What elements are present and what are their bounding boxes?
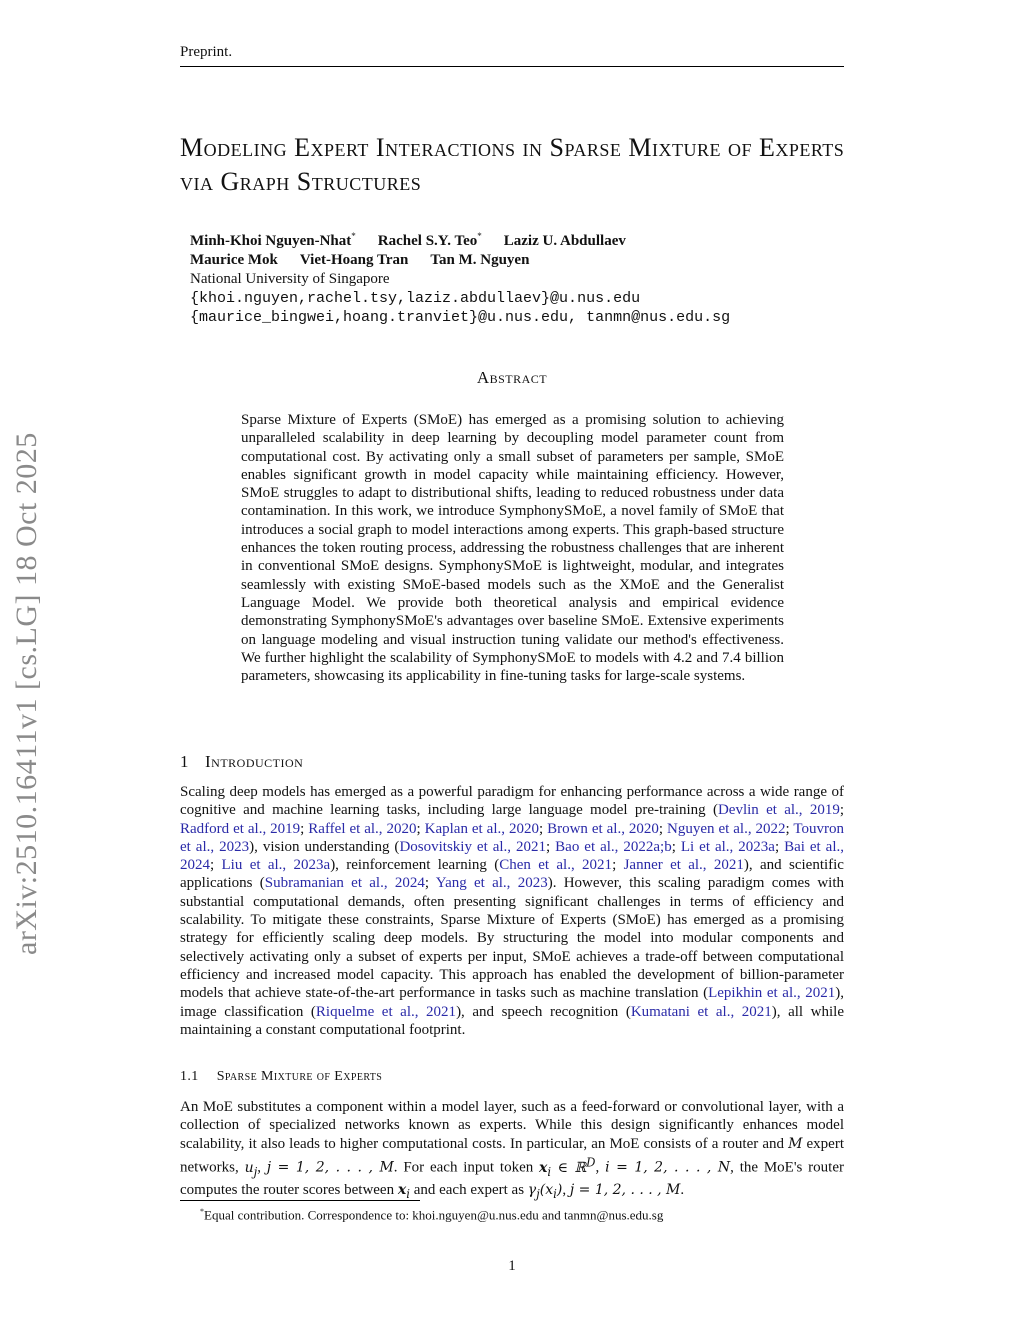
email-line[interactable]: {khoi.nguyen,rachel.tsy,laziz.abdullaev}@u.nus.edu [190, 290, 641, 307]
citation-link[interactable]: Janner et al., 2021 [623, 857, 744, 874]
math: $x_i$ ∈ ℝ$^D$ [539, 1154, 596, 1179]
math: $x_i$ [397, 1181, 410, 1201]
citation-link[interactable]: Riquelme et al., 2021 [315, 1003, 457, 1020]
citation-link[interactable]: Radford et al., 2019 [180, 820, 301, 837]
page-number: 1 [508, 1258, 516, 1274]
text: ), vision understanding ( [249, 838, 400, 855]
citation-link[interactable]: Devlin et al., 2019 [717, 802, 840, 819]
equal-contrib-marker: * [351, 231, 356, 241]
running-header: Preprint. [180, 44, 233, 60]
abstract-heading: Abstract [476, 368, 548, 387]
text: expert networks, [180, 1135, 844, 1176]
text: ), all while maintaining a constant computational footprint. [180, 1003, 844, 1038]
text: ), and scientific applications ( [180, 857, 844, 892]
footnote-marker: * [200, 1207, 204, 1216]
text: ). However, this scaling paradigm comes with substantial computational demands, often presenting significant challenges in terms of efficiency and scalability. To mitigate these constraints, Sparse Mixture of Experts (SMoE) has emerged as a promising strategy for efficiently scaling deep models. By structuring the model into modular components and selectively activating only a subset of experts per input, SMoE achieves a trade-off between computational efficiency and increased model capacity. This approach has enabled the development of billion-parameter models that achieve state-of-the-art performance in tasks such as machine translation ( [180, 875, 844, 1002]
citation-link[interactable]: Bai et al., 2024 [180, 838, 845, 874]
equal-contrib-marker: * [477, 231, 482, 241]
footnote [200, 1207, 663, 1223]
section-number: 1 [180, 752, 189, 771]
footnote-rule [180, 1200, 420, 1201]
author-name: Rachel S.Y. Teo [377, 233, 478, 249]
author-name: Tan M. Nguyen [430, 252, 530, 268]
citation-link[interactable]: Subramanian et al., 2024 [264, 875, 425, 892]
section-heading [180, 752, 303, 772]
section-title: Introduction [205, 752, 304, 771]
author-name: Laziz U. Abdullaev [503, 233, 626, 249]
math: i = 1, 2, . . . , N [605, 1159, 731, 1176]
text: ), image classification ( [180, 985, 844, 1020]
moe-paragraph [180, 1098, 844, 1203]
math: j = 1, 2, . . . , M [266, 1159, 394, 1176]
math: $u_j$ [244, 1159, 258, 1179]
author-name: Viet-Hoang Tran [299, 252, 409, 268]
subsection-title: Sparse Mixture of Experts [216, 1069, 383, 1084]
text: Scaling deep models has emerged as a powerful paradigm for enhancing performance across a wide range of cognitive and machine learning tasks, including large language model pre-training ( [180, 784, 844, 819]
citation-link[interactable]: Nguyen et al., 2022 [667, 820, 786, 837]
citation-link[interactable]: Bao et al., 2022a;b [555, 838, 672, 855]
text: , [562, 1181, 570, 1198]
text: , [257, 1159, 267, 1176]
citation-link[interactable]: Brown et al., 2020 [547, 820, 659, 837]
citation-link[interactable]: Liu et al., 2023a [221, 857, 331, 874]
text: , [595, 1159, 606, 1176]
citation-link[interactable]: Kumatani et al., 2021 [630, 1003, 772, 1020]
citation-link[interactable]: Kaplan et al., 2020 [424, 820, 539, 837]
text: . For each input token [393, 1159, 540, 1176]
text: ), reinforcement learning ( [330, 857, 500, 874]
header-rule [180, 66, 844, 67]
paper-title: Modeling Expert Interactions in Sparse Mixture of Experts via Graph Structures [180, 133, 845, 196]
text: and each expert as [409, 1181, 528, 1198]
text: , the MoE's router computes the router scores between [180, 1159, 844, 1198]
abstract-text: Sparse Mixture of Experts (SMoE) has emerged as a promising solution to achieving unparalleled scalability in deep learning by decoupling model parameter count from computational cost. By activating only a small subset of parameters per sample, SMoE enables significant growth in model capacity while maintaining efficiency. However, SMoE struggles to adapt to distributional shifts, leading to reduced robustness under data contamination. In this work, we introduce SymphonySMoE, a novel family of SMoE that introduces a social graph to model interactions among experts. This graph-based structure enhances the token routing process, addressing the robustness challenges that are inherent in conventional SMoE designs. SymphonySMoE is lightweight, modular, and integrates seamlessly with existing SMoE-based models such as the XMoE and the Generalist Language Model. We provide both theoretical analysis and empirical evidence demonstrating SymphonySMoE's advantages over baseline SMoE. Extensive experiments on language modeling and visual instruction tuning validate our method's effectiveness. We further highlight the scalability of SymphonySMoE to models with 4.2 and 7.4 billion parameters, showcasing its applicability in fine-tuning tasks for large-scale systems. [241, 412, 784, 685]
citation-link[interactable]: Touvron et al., 2023 [180, 820, 845, 855]
citation-link[interactable]: Chen et al., 2021 [499, 857, 613, 874]
arxiv-side-identifier: arXiv:2510.16411v1 [cs.LG] 18 Oct 2025 [10, 432, 43, 955]
subsection-number: 1.1 [180, 1069, 199, 1084]
subsection-heading [180, 1069, 382, 1085]
citation-link[interactable]: Lepikhin et al., 2021 [708, 985, 836, 1002]
math: $\gamma_j(x_i)$ [527, 1181, 563, 1201]
citation-link[interactable]: Dosovitskiy et al., 2021 [399, 838, 547, 855]
citation-link[interactable]: Yang et al., 2023 [435, 875, 548, 892]
math: M [788, 1135, 803, 1152]
affiliation: National University of Singapore [190, 271, 390, 287]
text: An MoE substitutes a component within a model layer, such as a feed-forward or convolutional layer, with a collection of specialized networks known as experts. While this design significantly enhances model scalability, it also leads to higher computational costs. In particular, an MoE consists of a router and [180, 1099, 844, 1152]
email-line[interactable]: {maurice_bingwei,hoang.tranviet}@u.nus.edu, tanmn@nus.edu.sg [190, 309, 731, 326]
intro-paragraph: Scaling deep models has emerged as a powerful paradigm for enhancing performance across a wide range of cognitive and machine learning tasks, including large language model pre-training (Devlin et al., 2019; Radford et al., 2019; Raffel et al., 2020; Kaplan et al., 2020; Brown et al., 2020; Nguyen et al., 2022; Touvron et al., 2023), vision understanding (Dosovitskiy et al., 2021; Bao et al., 2022a;b; Li et al., 2023a; Bai et al., 2024; Liu et al., 2023a), reinforcement learning (Chen et al., 2021; Janner et al., 2021), and scientific applications (Subramanian et al., 2024; Yang et al., 2023). However, this scaling paradigm comes with substantial computational demands, often presenting significant challenges in terms of efficiency and scalability. To mitigate these constraints, Sparse Mixture of Experts (SMoE) has emerged as a promising strategy for efficiently scaling deep models. By structuring the model into modular components and selectively activating only a subset of experts per input, SMoE achieves a trade-off between computational efficiency and increased model capacity. This approach has enabled the development of billion-parameter models that achieve state-of-the-art performance in tasks such as machine translation (Lepikhin et al., 2021), image classification (Riquelme et al., 2021), and speech recognition (Kumatani et al., 2021), all while maintaining a constant computational footprint. [180, 784, 845, 1038]
citation-link[interactable]: Raffel et al., 2020 [308, 820, 417, 837]
footnote-text: Equal contribution. Correspondence to: khoi.nguyen@u.nus.edu and tanmn@nus.edu.sg [204, 1207, 664, 1223]
text: ), and speech recognition ( [456, 1003, 631, 1020]
author-name: Maurice Mok [190, 252, 278, 268]
text: . [680, 1181, 685, 1198]
citation-link[interactable]: Li et al., 2023a [680, 838, 775, 855]
author-name: Minh-Khoi Nguyen-Nhat [190, 233, 352, 249]
author-block [190, 227, 730, 327]
math: j = 1, 2, . . . , M [569, 1181, 681, 1198]
